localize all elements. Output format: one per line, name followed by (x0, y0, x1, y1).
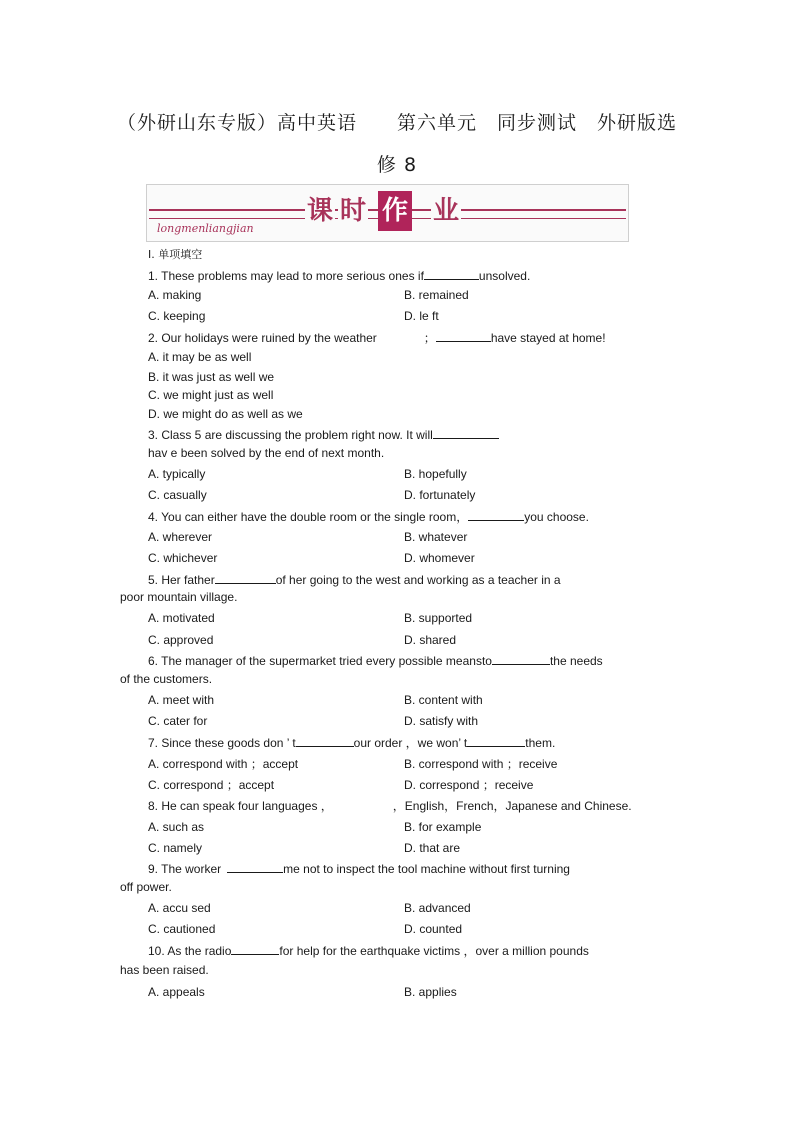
q3-option-d: D. fortunately (404, 488, 476, 502)
q6-option-d: D. satisfy with (404, 714, 479, 728)
q4-option-c: C. whichever (148, 551, 218, 565)
q6-stem: 6. The manager of the supermarket tried every possible meansto (148, 654, 492, 668)
q4-blank (468, 508, 524, 521)
q3-stem: 3. Class 5 are discussing the problem right now. It will (148, 428, 433, 442)
q5-option-c: C. approved (148, 633, 214, 647)
q4-stem: 4. You can either have the double room or the single room， (148, 510, 469, 524)
q5-option-a: A. motivated (148, 611, 215, 625)
q1-stem: 1. These problems may lead to more serious ones if (148, 269, 424, 283)
q10-stem: 10. As the radio (148, 944, 232, 958)
q9-stem-cont: off power. (120, 880, 172, 894)
question-5 (148, 571, 561, 588)
q10-stem-cont: has been raised. (120, 963, 209, 977)
q1-option-d: D. le ft (404, 309, 439, 323)
q6-stem-cont: of the customers. (120, 672, 213, 686)
document-title: （外研山东专版）高中英语 第六单元 同步测试 外研版选 (116, 112, 677, 134)
q3-blank (433, 426, 499, 439)
document-title-cont: 修 8 (376, 154, 418, 176)
q1-option-b: B. remained (404, 288, 469, 302)
question-2 (148, 329, 606, 346)
q10-option-b: B. applies (404, 985, 457, 999)
q5-option-b: B. supported (404, 611, 473, 625)
q4-option-a: A. wherever (148, 530, 213, 544)
q2-stem: 2. Our holidays were ruined by the weather (148, 331, 377, 345)
q8-option-d: D. that are (404, 841, 461, 855)
q5-option-d: D. shared (404, 633, 457, 647)
q2-stem-end: have stayed at home! (490, 331, 606, 345)
q9-stem: 9. The worker (148, 862, 222, 876)
q10-stem-mid: for help for the earthquake victims ，over a million pounds (279, 944, 589, 958)
q6-option-c: C. cater for (148, 714, 208, 728)
q7-option-d: D. correspond ；receive (404, 778, 534, 792)
q7-option-a: A. correspond with ；accept (148, 757, 299, 771)
banner-char-2: 时 (338, 193, 368, 229)
banner-char-4: 业 (431, 193, 461, 229)
banner-char-1: 课 (305, 193, 335, 229)
section-heading: Ⅰ. 单项填空 (148, 248, 203, 261)
q8-stem: 8. He can speak four languages ， (148, 799, 333, 813)
q9-option-d: D. counted (404, 922, 463, 936)
q6-blank (492, 652, 550, 665)
q9-blank (227, 860, 283, 873)
q8-stem-end: ，English，French，Japanese and Chinese. (392, 799, 632, 813)
question-9 (148, 860, 570, 877)
q7-blank-1 (296, 734, 354, 747)
question-6 (148, 652, 603, 669)
q6-stem-mid: the needs (549, 654, 603, 668)
q7-stem-mid: our order ，we won’ t (353, 736, 468, 750)
q9-option-a: A. accu sed (148, 901, 211, 915)
q3-option-a: A. typically (148, 467, 206, 481)
q1-option-c: C. keeping (148, 309, 206, 323)
q1-stem-end: unsolved. (478, 269, 531, 283)
q5-stem-mid: of her going to the west and working as a teacher in a (275, 573, 561, 587)
question-1 (148, 267, 530, 284)
banner (146, 184, 629, 242)
question-7 (148, 734, 555, 751)
q10-option-a: A. appeals (148, 985, 205, 999)
q3-option-b: B. hopefully (404, 467, 467, 481)
q7-blank-2 (467, 734, 525, 747)
q1-blank (424, 267, 479, 280)
q3-stem-cont: hav e been solved by the end of next month. (148, 446, 385, 460)
question-8 (148, 798, 632, 814)
q7-option-b: B. correspond with ；receive (404, 757, 558, 771)
q1-option-a: A. making (148, 288, 202, 302)
q9-stem-mid: me not to inspect the tool machine without first turning (283, 862, 570, 876)
question-4 (148, 508, 589, 525)
q8-option-c: C. namely (148, 841, 203, 855)
q8-option-b: B. for example (404, 820, 482, 834)
q5-stem: 5. Her father (148, 573, 215, 587)
q8-option-a: A. such as (148, 820, 205, 834)
q5-blank (215, 571, 276, 584)
q2-option-c: C. we might just as well (148, 388, 274, 402)
q2-blank (436, 329, 491, 342)
q4-option-d: D. whomever (404, 551, 475, 565)
q4-stem-end: you choose. (524, 510, 589, 524)
q2-option-b: B. it was just as well we (148, 370, 275, 384)
q7-option-c: C. correspond ；accept (148, 778, 275, 792)
q7-stem: 7. Since these goods don ’ t (148, 736, 296, 750)
q7-stem-end: them. (525, 736, 556, 750)
q2-option-a: A. it may be as well (148, 350, 252, 364)
q2-option-d: D. we might do as well as we (148, 407, 303, 421)
q9-option-c: C. cautioned (148, 922, 216, 936)
question-10 (148, 942, 589, 959)
q2-sep: ； (423, 331, 436, 345)
q3-option-c: C. casually (148, 488, 207, 502)
q10-blank (231, 942, 279, 955)
banner-char-3: 作 (378, 191, 412, 231)
q4-option-b: B. whatever (404, 530, 468, 544)
question-3 (148, 426, 499, 443)
q6-option-a: A. meet with (148, 693, 215, 707)
banner-pinyin: longmenliangjian (157, 222, 254, 235)
q9-option-b: B. advanced (404, 901, 471, 915)
q5-stem-cont: poor mountain village. (120, 590, 238, 604)
q6-option-b: B. content with (404, 693, 483, 707)
